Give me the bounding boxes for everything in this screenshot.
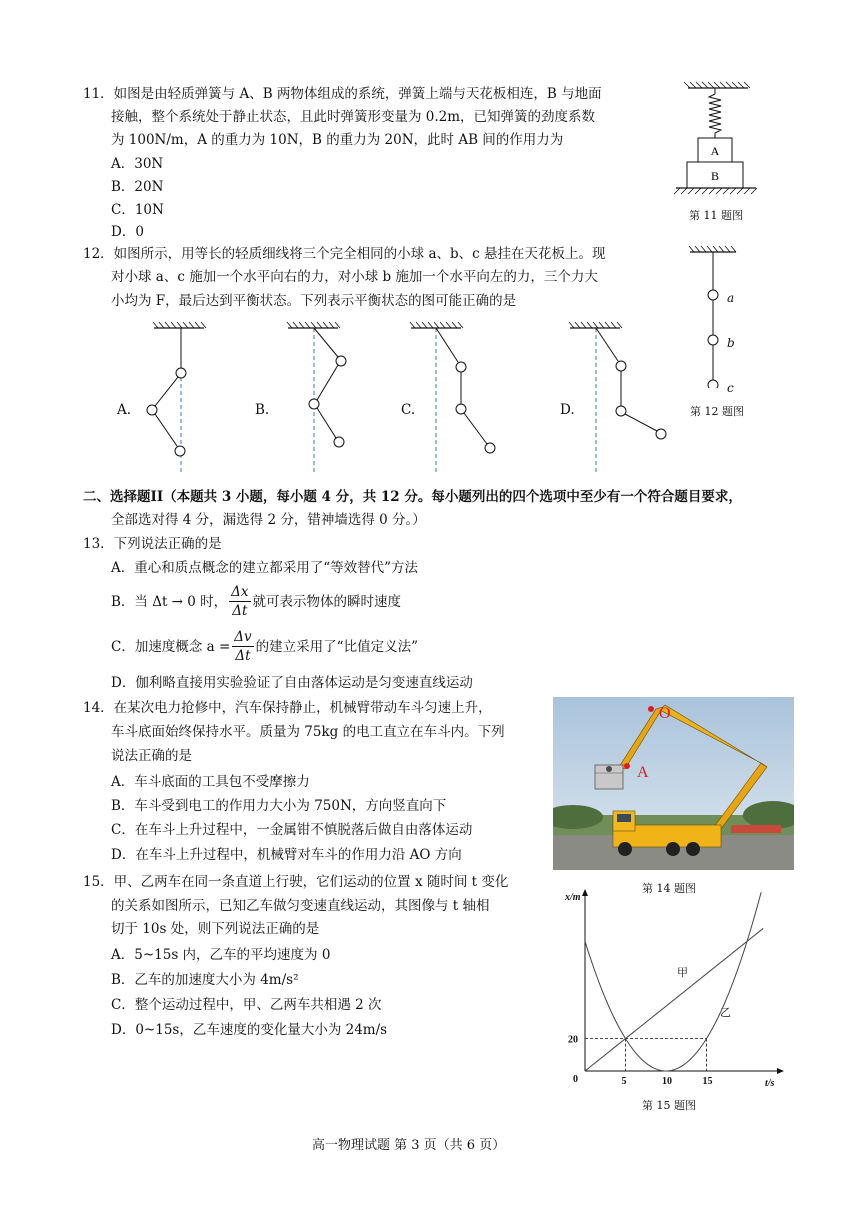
series-yi-label: 乙 <box>720 1007 731 1019</box>
ball-b <box>708 335 718 345</box>
q12-option-d-label: D. <box>560 402 575 418</box>
q13-option-b-prefix: B．当 Δt → 0 时， <box>111 593 228 610</box>
photo-label-a: A <box>637 764 649 781</box>
q14-option-c: C．在车斗上升过程中，一金属钳不慎脱落后做自由落体运动 <box>111 822 473 838</box>
q11-option-a: A．30N <box>111 156 164 172</box>
origin-label: 0 <box>573 1074 578 1085</box>
q12-ball-b-label: b <box>727 336 735 350</box>
q12-ball-a-label: a <box>727 291 735 305</box>
q14-stem-line3: 说法正确的是 <box>111 748 192 764</box>
q15-stem-line1: 15．甲、乙两车在同一条直道上行驶，它们运动的位置 x 随时间 t 变化 <box>83 874 509 890</box>
q12-option-d-figure <box>564 318 674 473</box>
q11-stem-line1: 11．如图是由轻质弹簧与 A、B 两物体组成的系统，弹簧上端与天花板相连，B 与地面 <box>83 86 602 102</box>
section2-header-text: 二、选择题II（本题共 3 小题，每小题 4 分，共 12 分。每小题列出的四个选项中至少有一个符合题目要求， <box>83 489 742 505</box>
q12-stem-line1: 12．如图所示，用等长的轻质细线将三个完全相同的小球 a、b、c 悬挂在天花板上。现 <box>83 246 606 262</box>
q13-c-numerator: Δv <box>234 629 252 645</box>
series-jia-line <box>585 928 763 1071</box>
q14-caption: 第 14 题图 <box>642 882 696 895</box>
q11-option-d: D．0 <box>111 224 144 240</box>
q13-option-c-fraction <box>232 628 253 665</box>
q13-b-numerator: Δx <box>231 584 249 600</box>
q11-stem-line2: 接触，整个系统处于静止状态，且此时弹簧形变量为 0.2m，已知弹簧的劲度系数 <box>111 109 596 125</box>
q11-stem-line3: 为 100N/m，A 的重力为 10N，B 的重力为 20N，此时 AB 间的作用力为 <box>111 132 564 148</box>
x-axis-label: t/s <box>765 1078 775 1088</box>
q14-stem-line2: 车斗底面始终保持水平。质量为 75kg 的电工直立在车斗内。下列 <box>111 724 505 740</box>
q13-option-b <box>111 583 401 620</box>
t-axis-arrow <box>777 1068 784 1074</box>
q13-b-denominator: Δt <box>232 603 248 619</box>
section2-header-line1 <box>83 487 742 507</box>
section2-header-line2: 全部选对得 4 分，漏选得 2 分，错神墙选得 0 分。） <box>111 512 426 528</box>
chart-axes <box>582 889 784 1074</box>
series-jia-label: 甲 <box>677 967 688 979</box>
q13-option-d: D．伽利略直接用实验验证了自由落体运动是匀变速直线运动 <box>111 675 473 691</box>
q11-caption: 第 11 题图 <box>689 209 743 222</box>
ball-c <box>708 380 718 388</box>
q13-option-b-suffix: 就可表示物体的瞬时速度 <box>252 593 402 610</box>
q15-caption: 第 15 题图 <box>642 1099 696 1112</box>
q13-option-c <box>111 628 418 665</box>
x-tick-5: 5 <box>621 1076 627 1087</box>
q14-option-d: D．在车斗上升过程中，机械臂对车斗的作用力沿 AO 方向 <box>111 847 462 863</box>
q14-option-a: A．车斗底面的工具包不受摩擦力 <box>111 774 310 790</box>
q12-option-a-label: A. <box>117 402 132 418</box>
q12-ball-c-label: c <box>727 381 734 395</box>
q13-option-b-fraction <box>229 583 250 620</box>
spring <box>709 88 721 138</box>
q15-xt-chart <box>555 888 790 1088</box>
q15-option-b: B．乙车的加速度大小为 4m/s² <box>111 972 299 988</box>
x-tick-15: 15 <box>702 1076 713 1087</box>
q13-option-c-suffix: 的建立采用了“比值定义法” <box>255 638 418 655</box>
x-tick-10: 10 <box>662 1076 672 1087</box>
y-tick-20: 20 <box>568 1034 578 1046</box>
q12-option-c-figure <box>405 318 505 473</box>
q13-stem: 13．下列说法正确的是 <box>83 536 222 552</box>
q15-option-c: C．整个运动过程中，甲、乙两车共相遇 2 次 <box>111 997 382 1013</box>
q15-option-a: A．5~15s 内，乙车的平均速度为 0 <box>111 947 331 963</box>
q12-option-c-label: C. <box>401 402 416 418</box>
q15-stem-line3: 切于 10s 处，则下列说法正确的是 <box>111 921 320 937</box>
x-axis-arrow <box>582 889 588 896</box>
q12-option-a-figure <box>140 318 220 473</box>
q13-option-c-prefix: C．加速度概念 a = <box>111 638 231 655</box>
q13-c-denominator: Δt <box>235 648 251 664</box>
q12-option-b-figure <box>282 318 362 473</box>
q15-stem-line2: 的关系如图所示，已知乙车做匀变速直线运动，其图像与 t 轴相 <box>111 898 490 914</box>
q11-spring-figure <box>670 80 770 205</box>
q12-caption: 第 12 题图 <box>690 405 744 418</box>
chart-labels <box>564 892 775 1088</box>
q13-option-a: A．重心和质点概念的建立都采用了“等效替代”方法 <box>111 560 419 576</box>
q12-option-b-label: B. <box>255 402 270 418</box>
chart-series <box>585 892 763 1071</box>
q12-reference-figure <box>680 238 750 388</box>
block-a-label: A <box>710 144 720 158</box>
photo-label-o: O <box>659 705 671 722</box>
y-axis-label: x/m <box>565 892 581 903</box>
q11-option-b: B．20N <box>111 179 164 195</box>
q14-photo-illustration <box>553 697 794 870</box>
q14-photo <box>553 697 794 870</box>
series-yi-curve <box>585 892 761 1071</box>
q12-stem-line2: 对小球 a、c 施加一个水平向右的力，对小球 b 施加一个水平向左的力，三个力大 <box>111 269 598 285</box>
q14-option-b: B．车斗受到电工的作用力大小为 750N，方向竖直向下 <box>111 798 447 814</box>
q12-stem-line3: 小均为 F，最后达到平衡状态。下列表示平衡状态的图可能正确的是 <box>111 293 517 309</box>
q15-option-d: D．0~15s，乙车速度的变化量大小为 24m/s <box>111 1022 388 1038</box>
q11-option-c: C．10N <box>111 202 164 218</box>
q14-stem-line1: 14．在某次电力抢修中，汽车保持静止，机械臂带动车斗匀速上升， <box>83 700 492 716</box>
ball-a <box>708 290 718 300</box>
block-b-label: B <box>710 169 720 183</box>
page-footer: 高一物理试题 第 3 页（共 6 页） <box>312 1138 506 1153</box>
